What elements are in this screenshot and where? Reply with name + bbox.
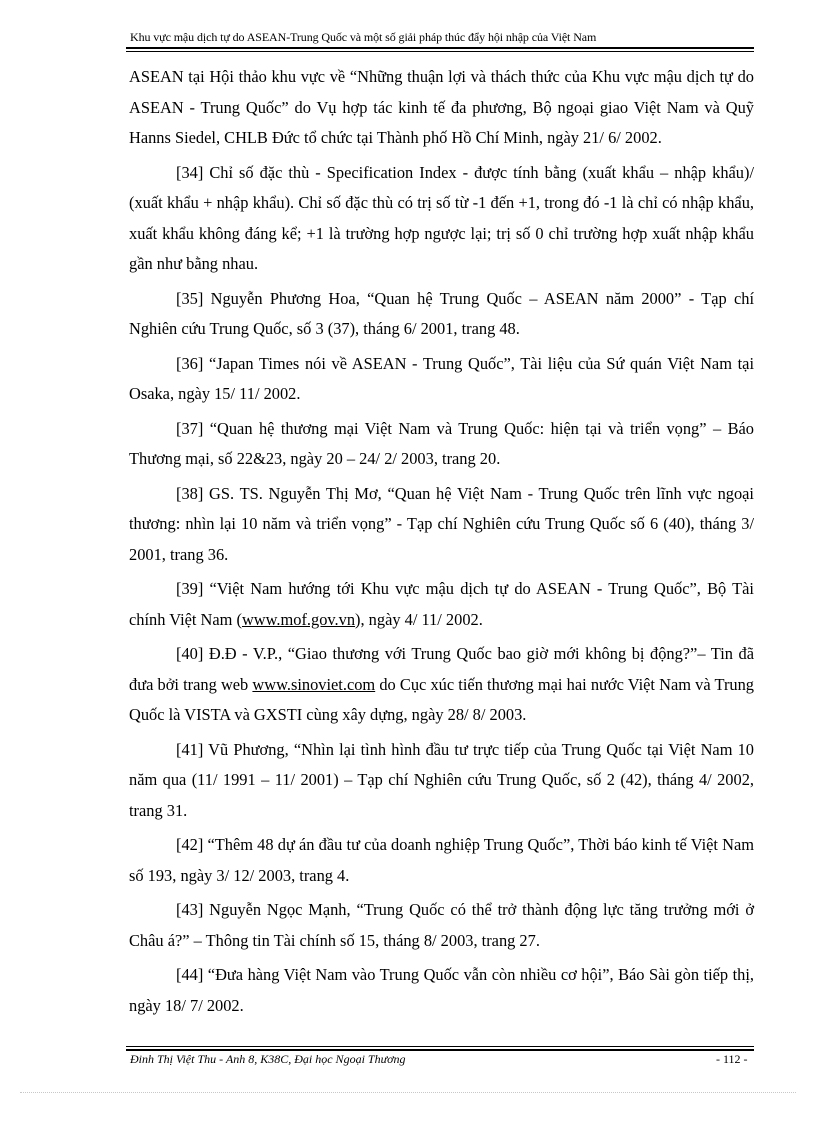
footer-rule-thin [126, 1046, 754, 1047]
reference-40 [129, 639, 754, 731]
header-rule-thick [126, 47, 754, 49]
reference-39-text-b: ), ngày 4/ 11/ 2002. [355, 609, 483, 629]
reference-list [129, 62, 754, 1025]
reference-36: [36] “Japan Times nói về ASEAN - Trung Quốc”, Tài liệu của Sứ quán Việt Nam tại Osaka, ngày 15/ 11/ 2002. [129, 353, 754, 404]
mof-website-link[interactable]: www.mof.gov.vn [241, 609, 356, 629]
reference-42: [42] “Thêm 48 dự án đầu tư của doanh nghiệp Trung Quốc”, Thời báo kinh tế Việt Nam số 193, ngày 3/ 12/ 2003, trang 4. [129, 835, 754, 886]
reference-39-text-a: [39] “Việt Nam hướng tới Khu vực mậu dịch tự do ASEAN - Trung Quốc”, Bộ Tài chính Việt Nam ( [129, 579, 754, 629]
reference-41: [41] Vũ Phương, “Nhìn lại tình hình đầu tư trực tiếp của Trung Quốc tại Việt Nam 10 năm qua (11/ 1991 – 11/ 2001) – Tạp chí Nghiên cứu Trung Quốc, số 2 (42), tháng 4/ 2002, trang 31. [129, 739, 754, 821]
reference-44: [44] “Đưa hàng Việt Nam vào Trung Quốc vẫn còn nhiều cơ hội”, Báo Sài gòn tiếp thị, ngày 18/ 7/ 2002. [129, 965, 754, 1015]
reference-38: [38] GS. TS. Nguyễn Thị Mơ, “Quan hệ Việt Nam - Trung Quốc trên lĩnh vực ngoại thương: nhìn lại 10 năm và triển vọng” - Tạp chí Nghiên cứu Trung Quốc số 6 (40), tháng 3/ 2001, trang 36. [129, 483, 754, 564]
reference-43: [43] Nguyễn Ngọc Mạnh, “Trung Quốc có thể trở thành động lực tăng trưởng mới ở Châu á?” – Thông tin Tài chính số 15, tháng 8/ 2003, trang 27. [129, 900, 754, 950]
header-rule-thin [126, 51, 754, 52]
reference-37: [37] “Quan hệ thương mại Việt Nam và Trung Quốc: hiện tại và triển vọng” – Báo Thương mại, số 22&23, ngày 20 – 24/ 2/ 2003, trang 20. [129, 418, 754, 469]
page-bottom-dotted-border [20, 1092, 796, 1093]
running-header: Khu vực mậu dịch tự do ASEAN-Trung Quốc và một số giải pháp thúc đẩy hội nhập của Việt Nam [130, 30, 597, 44]
footer-author: Đinh Thị Việt Thu - Anh 8, K38C, Đại học Ngoại Thương [130, 1052, 406, 1066]
sinoviet-website-link[interactable]: www.sinoviet.com [252, 674, 376, 694]
reference-39 [129, 574, 754, 635]
reference-35: [35] Nguyễn Phương Hoa, “Quan hệ Trung Quốc – ASEAN năm 2000” - Tạp chí Nghiên cứu Trung Quốc, số 3 (37), tháng 6/ 2001, trang 48. [129, 288, 754, 339]
footer-rule-thick [126, 1049, 754, 1051]
page-number: - 112 - [716, 1052, 748, 1066]
reference-40-text-a: [40] Đ.Đ - V.P., “Giao thương với Trung Quốc bao giờ mới không bị động?”– Tin đã đưa bởi trang web [129, 644, 754, 694]
reference-34: [34] Chỉ số đặc thù - Specification Index - được tính bằng (xuất khẩu – nhập khẩu)/ (xuất khẩu + nhập khẩu). Chỉ số đặc thù có trị số từ -1 đến +1, trong đó -1 là chỉ có nhập khẩu, xuất khẩu không đáng kể; +1 là trường hợp ngược lại; trị số 0 chỉ trường hợp xuất nhập khẩu gần như bằng nhau. [129, 162, 754, 274]
reference-40-text-b: do Cục xúc tiến thương mại hai nước Việt Nam và Trung Quốc là VISTA và GXSTI cùng xây dựng, ngày 28/ 8/ 2003. [129, 674, 754, 725]
reference-continuation: ASEAN tại Hội thảo khu vực về “Những thuận lợi và thách thức của Khu vực mậu dịch tự do ASEAN - Trung Quốc” do Vụ hợp tác kinh tế đa phương, Bộ ngoại giao Việt Nam và Quỹ Hanns Siedel, CHLB Đức tổ chức tại Thành phố Hồ Chí Minh, ngày 21/ 6/ 2002. [129, 67, 754, 148]
